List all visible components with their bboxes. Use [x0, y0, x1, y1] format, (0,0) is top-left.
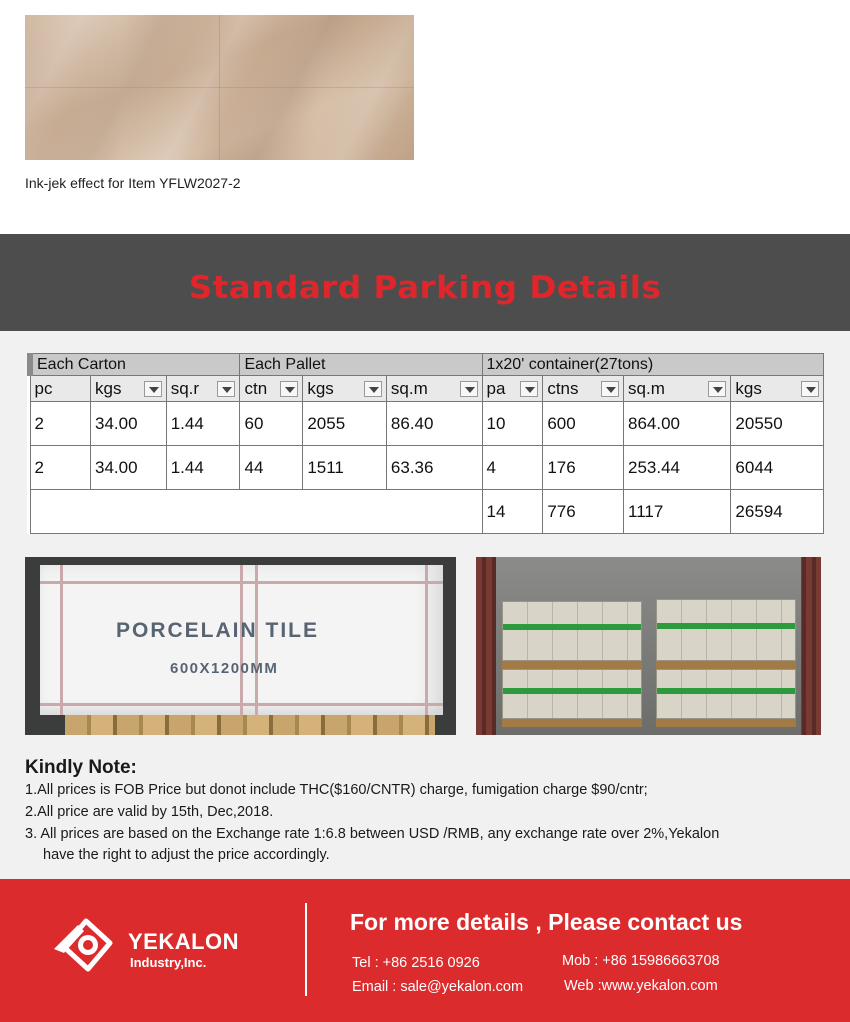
group-each-pallet: Each Pallet — [240, 354, 482, 376]
carton-label-main: PORCELAIN TILE — [116, 619, 320, 642]
table-cell: 2055 — [303, 402, 387, 446]
container-photo — [476, 557, 821, 735]
table-cell: 2 — [30, 446, 91, 490]
table-cell: 1.44 — [166, 402, 240, 446]
table-cell: 34.00 — [91, 402, 167, 446]
table-cell: 4 — [482, 446, 543, 490]
table-cell: 1117 — [624, 490, 731, 534]
table-cell: 253.44 — [624, 446, 731, 490]
header-label: sq.m — [628, 378, 665, 398]
tile-box-stack — [502, 669, 642, 719]
contact-title: For more details , Please contact us — [350, 909, 743, 935]
carton-box — [40, 565, 443, 715]
table-cell: 26594 — [731, 490, 824, 534]
table-cell: 20550 — [731, 402, 824, 446]
table-header-row — [30, 376, 824, 402]
tile-box-stack — [502, 601, 642, 661]
section-banner — [0, 234, 850, 331]
footer-divider — [305, 903, 307, 996]
table-cell: 34.00 — [91, 446, 167, 490]
header-label: kgs — [307, 378, 334, 398]
filter-dropdown-icon[interactable] — [708, 381, 726, 397]
note-line-1: 1.All prices is FOB Price but donot include THC($160/CNTR) charge, fumigation charge $90/cntr; — [25, 782, 648, 798]
contact-web[interactable]: Web :www.yekalon.com — [564, 978, 718, 994]
table-cell: 2 — [30, 402, 91, 446]
table-cell: 776 — [543, 490, 624, 534]
table-cell: 1511 — [303, 446, 387, 490]
filter-dropdown-icon[interactable] — [520, 381, 538, 397]
header-cell[interactable] — [30, 376, 91, 402]
footer — [0, 879, 850, 1022]
header-label: sq.r — [170, 378, 200, 398]
contact-email[interactable]: Email : sale@yekalon.com — [352, 979, 524, 995]
header-label: sq.m — [390, 378, 428, 398]
table-cell: 86.40 — [386, 402, 482, 446]
header-cell[interactable] — [482, 376, 543, 402]
packing-table — [27, 353, 824, 534]
table-cell: 14 — [482, 490, 543, 534]
header-cell[interactable] — [386, 376, 482, 402]
brand-name: YEKALON — [128, 929, 240, 954]
table-cell: 1.44 — [166, 446, 240, 490]
filter-dropdown-icon[interactable] — [364, 381, 382, 397]
note-line-3-cont: have the right to adjust the price accordingly. — [43, 847, 330, 863]
group-each-carton: Each Carton — [30, 354, 240, 376]
wooden-pallet — [65, 715, 435, 735]
table-cell: 44 — [240, 446, 303, 490]
header-cell[interactable] — [240, 376, 303, 402]
header-cell[interactable] — [303, 376, 387, 402]
header-label: kgs — [95, 378, 122, 398]
note-line-2: 2.All price are valid by 15th, Dec,2018. — [25, 804, 274, 820]
filter-dropdown-icon[interactable] — [460, 381, 478, 397]
header-label: ctn — [244, 378, 268, 398]
header-cell[interactable] — [731, 376, 824, 402]
header-label: pa — [486, 378, 506, 398]
filter-dropdown-icon[interactable] — [217, 381, 235, 397]
banner-title: Standard Parking Details — [188, 269, 662, 306]
header-cell[interactable] — [166, 376, 240, 402]
brand-subtitle: Industry,Inc. — [130, 955, 207, 970]
header-label: ctns — [547, 378, 579, 398]
table-cell: 864.00 — [624, 402, 731, 446]
carton-label-size: 600X1200MM — [170, 660, 279, 677]
group-container: 1x20' container(27tons) — [482, 354, 824, 376]
filter-dropdown-icon[interactable] — [144, 381, 162, 397]
filter-dropdown-icon[interactable] — [280, 381, 298, 397]
note-line-3: 3. All prices are based on the Exchange rate 1:6.8 between USD /RMB, any exchange rate over 2%,Yekalon — [25, 826, 720, 842]
header-cell[interactable] — [624, 376, 731, 402]
tile-texture-image — [25, 15, 414, 160]
table-cell: 600 — [543, 402, 624, 446]
table-cell-empty — [30, 490, 482, 534]
table-row — [30, 446, 824, 490]
table-cell: 6044 — [731, 446, 824, 490]
carton-photo — [25, 557, 456, 735]
table-total-row — [30, 490, 824, 534]
header-cell[interactable] — [543, 376, 624, 402]
yekalon-logo-icon — [52, 913, 118, 975]
notes-title: Kindly Note: — [25, 757, 137, 778]
header-label: kgs — [735, 378, 762, 398]
header-label: pc — [34, 378, 53, 398]
table-group-row — [30, 354, 824, 376]
header-cell[interactable] — [91, 376, 167, 402]
table-row — [30, 402, 824, 446]
contact-tel[interactable]: Tel : +86 2516 0926 — [352, 955, 480, 971]
tile-box-stack — [656, 599, 796, 661]
filter-dropdown-icon[interactable] — [601, 381, 619, 397]
table-cell: 63.36 — [386, 446, 482, 490]
tile-caption: Ink-jek effect for Item YFLW2027-2 — [25, 175, 241, 191]
filter-dropdown-icon[interactable] — [801, 381, 819, 397]
table-cell: 176 — [543, 446, 624, 490]
table-cell: 60 — [240, 402, 303, 446]
contact-mob[interactable]: Mob : +86 15986663708 — [562, 953, 720, 969]
container-interior — [496, 557, 801, 735]
table-cell: 10 — [482, 402, 543, 446]
tile-box-stack — [656, 669, 796, 719]
